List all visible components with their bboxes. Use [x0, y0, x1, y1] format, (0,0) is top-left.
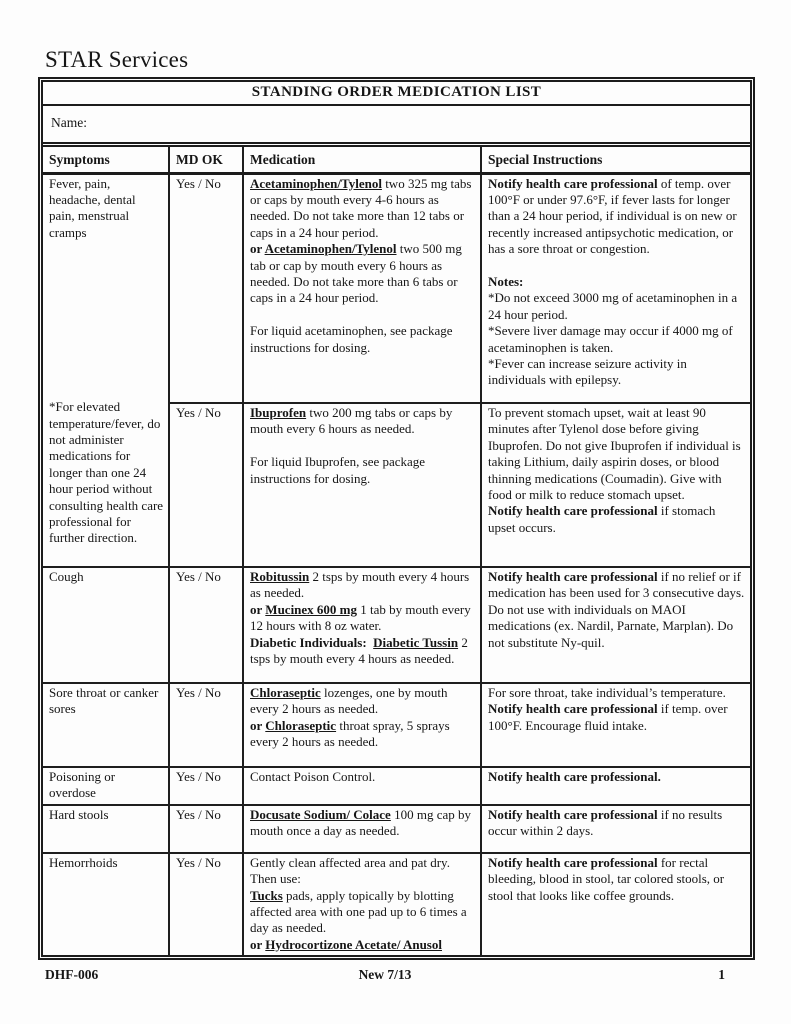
special-instructions-cell-cough: Notify health care professional if no relief or if medication has been used for 3 consecutive days. Do not use with individuals on MAOI medications (ex. Nardil, Parnate, Marplan). Do not substitute Ny-quil. — [481, 567, 750, 683]
row-cough — [43, 567, 750, 683]
row-sore-throat — [43, 683, 750, 767]
symptoms-cell-poisoning: Poisoning or overdose — [43, 767, 169, 805]
md-ok-cell-cough: Yes / No — [169, 567, 243, 683]
header-medication: Medication — [243, 147, 481, 173]
header-symptoms: Symptoms — [43, 147, 169, 173]
footer-revision: New 7/13 — [358, 967, 412, 983]
medication-cell-acetaminophen: Acetaminophen/Tylenol two 325 mg tabs or caps by mouth every 4-6 hours as needed. Do not take more than 12 tabs or caps in a 24 hour period. or Acetaminophen/Tylenol two 500 mg tab or cap by mouth every 6 hours as needed. Do not take more than 6 tabs or caps in a 24 hour period. For liquid acetaminophen, see package instructions for dosing. — [243, 173, 481, 403]
special-instructions-cell-sore-throat: For sore throat, take individual’s temperature. Notify health care professional if temp. over 100°F. Encourage fluid intake. — [481, 683, 750, 767]
page-footer — [38, 967, 755, 983]
header-md-ok: MD OK — [169, 147, 243, 173]
special-instructions-cell-acetaminophen: Notify health care professional of temp. over 100°F or under 97.6°F, if fever lasts for longer than a 24 hour period, if individual is on new or recently increased antipsychotic medication, or has a sore throat or congestion. Notes: *Do not exceed 3000 mg of acetaminophen in a 24 hour period. *Severe liver damage may occur if 4000 mg of acetaminophen is taken. *Fever can increase seizure activity in individuals with epilepsy. — [481, 173, 750, 403]
md-ok-cell-acetaminophen: Yes / No — [169, 173, 243, 403]
row-fever-acetaminophen — [43, 173, 750, 403]
symptoms-cell-sore-throat: Sore throat or canker sores — [43, 683, 169, 767]
header-special-instructions: Special Instructions — [481, 147, 750, 173]
table-header-row — [43, 147, 750, 173]
special-instructions-cell-poisoning: Notify health care professional. — [481, 767, 750, 805]
name-label: Name: — [51, 115, 87, 130]
document-title: STANDING ORDER MEDICATION LIST — [43, 82, 750, 106]
symptoms-cell-hemorrhoids: Hemorrhoids — [43, 853, 169, 955]
symptoms-note-elevated-temperature: *For elevated temperature/fever, do not administer medications for longer than one 24 hour period without consulting health care professional for further direction. — [49, 399, 164, 546]
special-instructions-cell-hemorrhoids: Notify health care professional for rectal bleeding, blood in stool, tar colored stools, or stool that looks like coffee grounds. — [481, 853, 750, 955]
document-box — [38, 77, 755, 960]
md-ok-cell-hard-stools: Yes / No — [169, 805, 243, 853]
medication-cell-hemorrhoids: Gently clean affected area and pat dry. Then use: Tucks pads, apply topically by blotting affected area with one pad up to 6 times a day as needed. or Hydrocortizone Acetate/ Anusol — [243, 853, 481, 955]
brand-title: STAR Services — [45, 47, 189, 72]
special-instructions-cell-hard-stools: Notify health care professional if no results occur within 2 days. — [481, 805, 750, 853]
medication-cell-ibuprofen: Ibuprofen two 200 mg tabs or caps by mouth every 6 hours as needed. For liquid Ibuprofen, see package instructions for dosing. — [243, 403, 481, 567]
row-poisoning — [43, 767, 750, 805]
md-ok-cell-hemorrhoids: Yes / No — [169, 853, 243, 955]
symptoms-cell-cough: Cough — [43, 567, 169, 683]
md-ok-cell-ibuprofen: Yes / No — [169, 403, 243, 567]
symptoms-text-fever: Fever, pain, headache, dental pain, menstrual cramps — [49, 175, 136, 240]
symptoms-cell-fever — [43, 173, 169, 567]
md-ok-cell-poisoning: Yes / No — [169, 767, 243, 805]
md-ok-cell-sore-throat: Yes / No — [169, 683, 243, 767]
medication-cell-poisoning: Contact Poison Control. — [243, 767, 481, 805]
footer-page-number: 1 — [718, 967, 726, 983]
row-hemorrhoids — [43, 853, 750, 955]
name-input-area — [87, 115, 742, 142]
medication-cell-sore-throat: Chloraseptic lozenges, one by mouth every 2 hours as needed. or Chloraseptic throat spray, 5 sprays every 2 hours as needed. — [243, 683, 481, 767]
medication-cell-cough: Robitussin 2 tsps by mouth every 4 hours as needed. or Mucinex 600 mg 1 tab by mouth every 12 hours with 8 oz water. Diabetic Individuals: Diabetic Tussin 2 tsps by mouth every 4 hours as needed. — [243, 567, 481, 683]
medication-cell-hard-stools: Docusate Sodium/ Colace 100 mg cap by mouth once a day as needed. — [243, 805, 481, 853]
footer-form-number: DHF-006 — [45, 967, 99, 983]
name-row — [43, 106, 750, 147]
symptoms-cell-hard-stools: Hard stools — [43, 805, 169, 853]
special-instructions-cell-ibuprofen: To prevent stomach upset, wait at least 90 minutes after Tylenol dose before giving Ibuprofen. Do not give Ibuprofen if individual is taking Lithium, daily aspirin doses, or blood thinning medications (Coumadin). Give with food or milk to reduce stomach upset. Notify health care professional if stomach upset occurs. — [481, 403, 750, 567]
row-hard-stools — [43, 805, 750, 853]
medication-table — [43, 147, 750, 955]
